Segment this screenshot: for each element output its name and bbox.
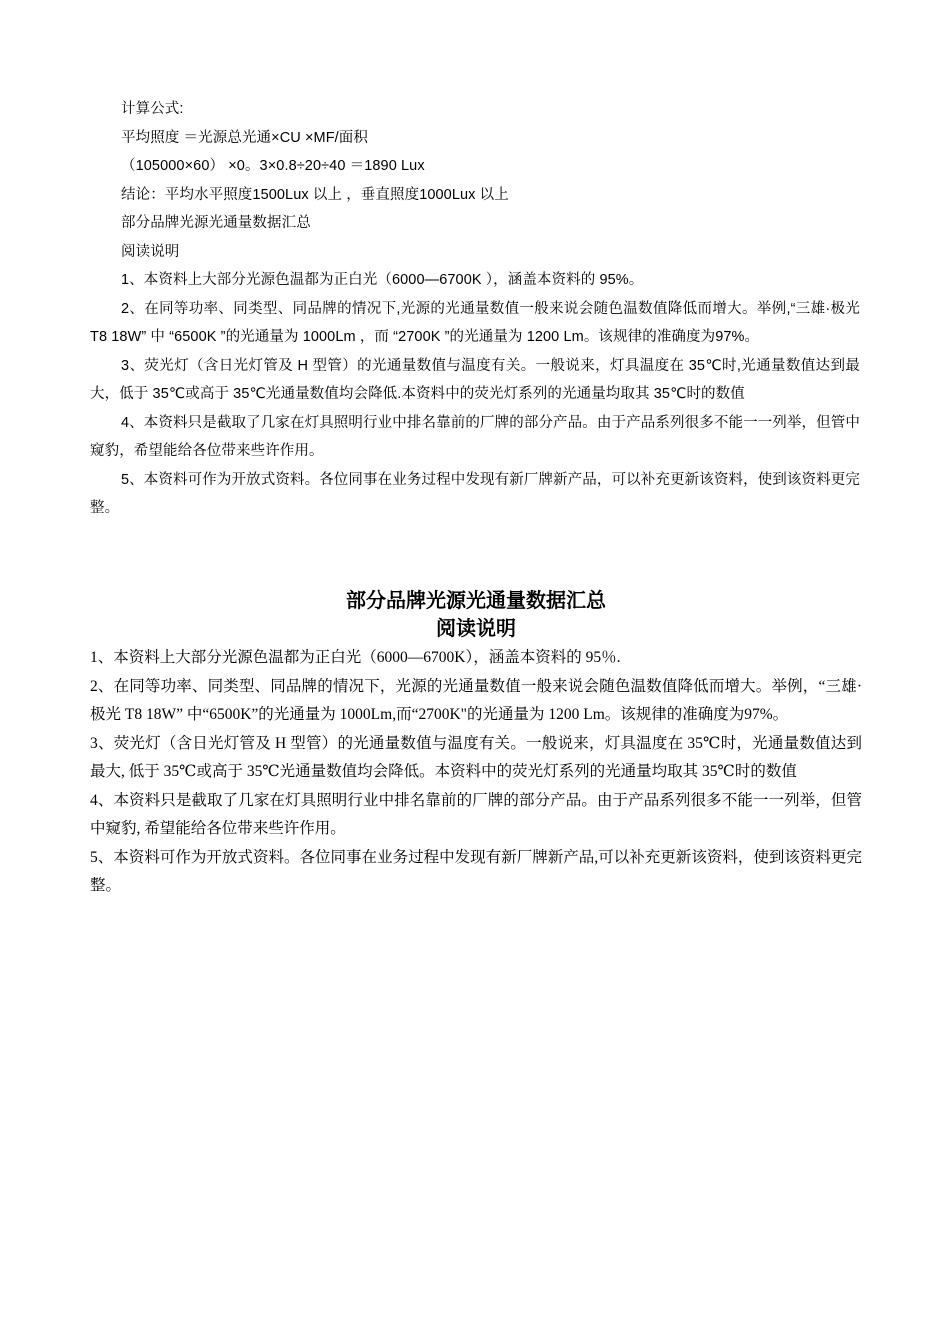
notes-list [90, 644, 862, 901]
reading-notes-section [90, 586, 862, 901]
list-item: 1、本资料上大部分光源色温都为正白光（6000—6700K），涵盖本资料的 95％. [90, 649, 621, 666]
note-paragraph: 3、荧光灯（含日光灯管及 H 型管）的光通量数值与温度有关。一般说来，灯具温度在 35℃时,光通量数值达到最大，低于 35℃或高于 35℃光通量数值均会降低.本资料中的荧光灯系列的光通量均取其 35℃时的数值 [90, 357, 860, 402]
formula-calculation: （105000×60） ×0。3×0.8÷20÷40 ＝1890 Lux [121, 158, 425, 174]
section-subtitle: 阅读说明 [436, 616, 516, 640]
list-item: 2、在同等功率、同类型、同品牌的情况下，光源的光通量数值一般来说会随色温数值降低而增大。举例，“三雄·极光 T8 18W” 中“6500K”的光通量为 1000Lm,而“2700K"的光通量为 1200 Lm。该规律的准确度为97%。 [90, 677, 862, 723]
reading-notes-heading: 阅读说明 [121, 243, 180, 260]
summary-heading: 部分品牌光源光通量数据汇总 [121, 215, 311, 231]
note-paragraph: 5、本资料可作为开放式资料。各位同事在业务过程中发现有新厂牌新产品，可以补充更新该资料，使到该资料更完整。 [90, 471, 860, 516]
conclusion-line: 结论：平均水平照度1500Lux 以上 ，垂直照度1000Lux 以上 [121, 186, 509, 203]
note-paragraph: 4、本资料只是截取了几家在灯具照明行业中排名靠前的厂牌的部分产品。由于产品系列很多不能一一列举，但管中窥豹，希望能给各位带来些许作用。 [90, 414, 860, 459]
note-paragraph: 2、在同等功率、同类型、同品牌的情况下,光源的光通量数值一般来说会随色温数值降低而增大。举例,“三雄·极光 T8 18W” 中 “6500K ”的光通量为 1000Lm ，而 “2700K ”的光通量为 1200 Lm。该规律的准确度为97%。 [90, 300, 860, 345]
calculation-and-notes-section [90, 95, 860, 523]
list-item: 5、本资料可作为开放式资料。各位同事在业务过程中发现有新厂牌新产品,可以补充更新该资料，使到该资料更完整。 [90, 848, 862, 894]
list-item: 4、本资料只是截取了几家在灯具照明行业中排名靠前的厂牌的部分产品。由于产品系列很多不能一一列举，但管中窥豹, 希望能给各位带来些许作用。 [90, 791, 862, 837]
section-title: 部分品牌光源光通量数据汇总 [346, 588, 606, 612]
formula-definition: 平均照度 ＝光源总光通×CU ×MF/面积 [121, 129, 368, 146]
note-paragraph: 1、本资料上大部分光源色温都为正白光（6000—6700K ），涵盖本资料的 95%。 [121, 272, 644, 288]
formula-heading: 计算公式: [121, 101, 184, 117]
list-item: 3、荧光灯（含日光灯管及 H 型管）的光通量数值与温度有关。一般说来，灯具温度在 35℃时，光通量数值达到最大, 低于 35℃或高于 35℃光通量数值均会降低。本资料中的荧光灯系列的光通量均取其 35℃时的数值 [90, 734, 862, 780]
